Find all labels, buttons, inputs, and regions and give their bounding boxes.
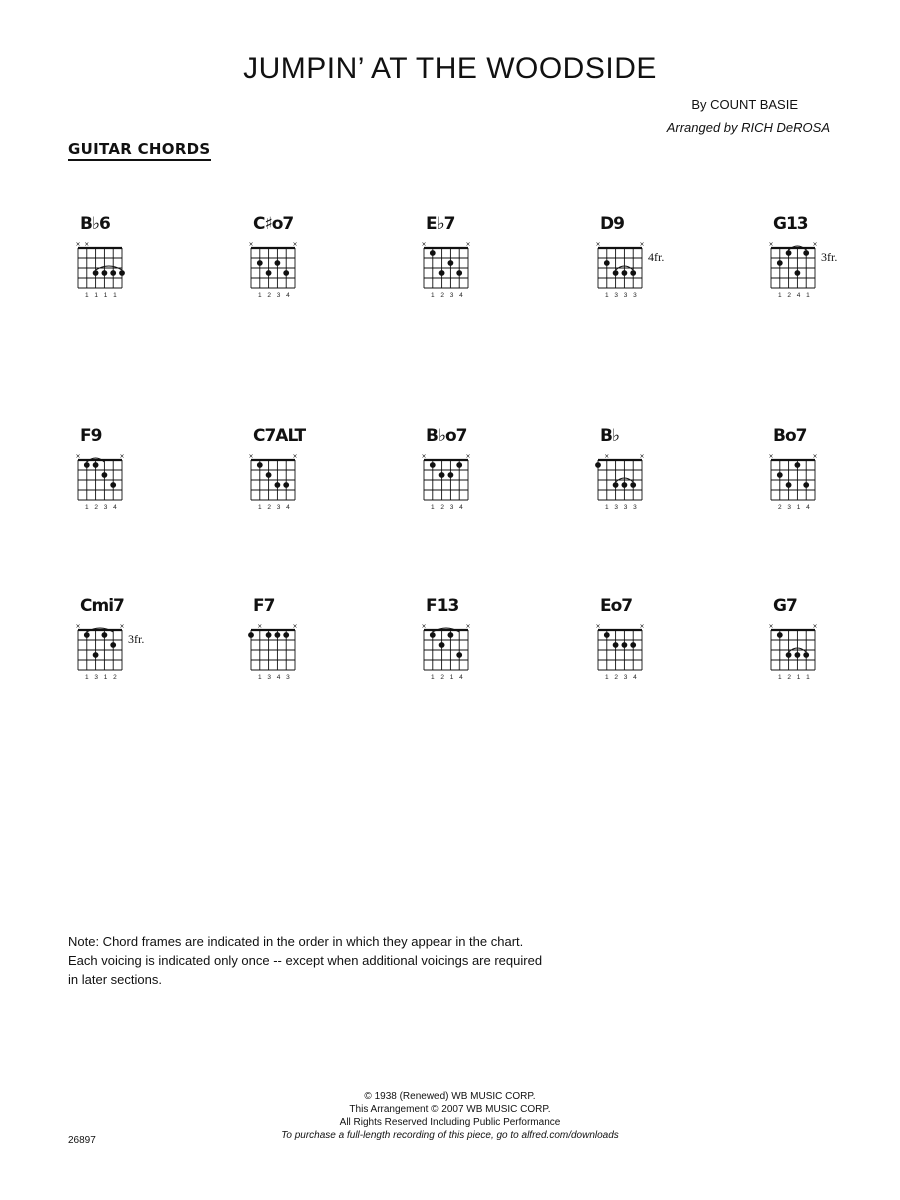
finger-dot — [777, 632, 783, 638]
finger-dot — [795, 462, 801, 468]
finger-dot — [613, 482, 619, 488]
finger-number: 1 — [431, 504, 435, 511]
finger-number: 1 — [778, 292, 782, 299]
finger-number: 2 — [94, 504, 98, 511]
finger-dot — [439, 472, 445, 478]
fingering-numbers — [258, 674, 290, 681]
finger-number: 1 — [113, 292, 117, 299]
finger-number: 2 — [440, 674, 444, 681]
finger-dot — [630, 642, 636, 648]
finger-dot — [275, 482, 281, 488]
finger-number: 1 — [806, 292, 810, 299]
finger-dot — [266, 632, 272, 638]
fret-position-label: 3fr. — [128, 632, 145, 646]
chord-diagram — [72, 214, 182, 318]
chord-name: D9 — [600, 214, 624, 234]
finger-number: 2 — [440, 504, 444, 511]
finger-dot — [448, 632, 454, 638]
finger-number: 4 — [633, 674, 637, 681]
finger-number: 4 — [459, 292, 463, 299]
chord-diagram — [592, 214, 702, 318]
finger-number: 3 — [449, 504, 454, 511]
muted-string-mark: × — [768, 241, 774, 248]
chord-name: C♯o7 — [253, 214, 294, 234]
finger-number: 4 — [459, 674, 463, 681]
finger-dot — [84, 462, 90, 468]
finger-dot — [257, 462, 263, 468]
chord-name: E♭7 — [426, 214, 455, 234]
finger-number: 3 — [633, 504, 637, 511]
chord-diagram — [418, 426, 528, 530]
finger-number: 1 — [605, 292, 609, 299]
chord-name: F13 — [426, 596, 459, 616]
finger-dot — [622, 642, 628, 648]
finger-dot — [93, 652, 99, 658]
muted-string-mark: × — [248, 453, 254, 460]
fret-position-label: 3fr. — [821, 250, 838, 264]
finger-number: 1 — [85, 674, 89, 681]
chord-name: B♭o7 — [426, 426, 467, 446]
finger-dot — [275, 260, 281, 266]
finger-number: 3 — [94, 674, 98, 681]
finger-dot — [786, 652, 792, 658]
chord-name: B♭6 — [80, 214, 110, 234]
muted-string-mark: × — [292, 241, 298, 248]
finger-dot — [630, 482, 636, 488]
muted-string-mark: × — [595, 241, 601, 248]
finger-dot — [456, 270, 462, 276]
finger-dot — [430, 632, 436, 638]
finger-number: 3 — [286, 674, 290, 681]
finger-number: 1 — [258, 674, 262, 681]
muted-string-mark: × — [292, 623, 298, 630]
finger-number: 1 — [605, 504, 609, 511]
finger-dot — [110, 270, 116, 276]
finger-dot — [439, 642, 445, 648]
finger-dot — [456, 462, 462, 468]
chord-diagram — [245, 426, 355, 530]
finger-number: 3 — [623, 292, 628, 299]
finger-dot — [102, 472, 108, 478]
chord-diagram — [592, 596, 702, 700]
finger-number: 1 — [778, 674, 782, 681]
fingering-numbers — [431, 674, 463, 681]
finger-number: 2 — [113, 674, 117, 681]
muted-string-mark: × — [119, 623, 125, 630]
chord-note — [68, 932, 668, 989]
finger-number: 4 — [286, 504, 290, 511]
finger-number: 3 — [614, 292, 618, 299]
chord-name: Cmi7 — [80, 596, 124, 616]
finger-dot — [448, 260, 454, 266]
finger-number: 1 — [94, 292, 98, 299]
fingering-numbers — [431, 292, 463, 299]
finger-number: 1 — [431, 674, 435, 681]
fingering-numbers — [85, 674, 117, 681]
page-title: JUMPIN’ AT THE WOODSIDE — [243, 52, 657, 85]
finger-dot — [110, 482, 116, 488]
muted-string-mark: × — [421, 623, 427, 630]
muted-string-mark: × — [812, 623, 818, 630]
finger-dot — [630, 270, 636, 276]
finger-dot — [439, 270, 445, 276]
finger-number: 1 — [605, 674, 609, 681]
finger-dot — [786, 250, 792, 256]
finger-dot — [613, 642, 619, 648]
chord-name: Bo7 — [773, 426, 807, 446]
finger-dot — [803, 250, 809, 256]
finger-number: 3 — [787, 504, 791, 511]
finger-dot — [110, 642, 116, 648]
finger-dot — [604, 260, 610, 266]
note-line: Note: Chord frames are indicated in the order in which they appear in the chart. — [68, 934, 524, 949]
chord-name: G13 — [773, 214, 808, 234]
finger-dot — [795, 652, 801, 658]
chord-diagram — [72, 426, 182, 530]
chord-name: F7 — [253, 596, 275, 616]
muted-string-mark: × — [421, 453, 427, 460]
finger-dot — [257, 260, 263, 266]
composer-credit: By COUNT BASIE — [691, 97, 798, 112]
fingering-numbers — [778, 292, 810, 299]
finger-dot — [283, 482, 289, 488]
finger-number: 1 — [806, 674, 810, 681]
muted-string-mark: × — [812, 241, 818, 248]
finger-number: 1 — [258, 292, 262, 299]
finger-number: 4 — [276, 674, 281, 681]
finger-dot — [430, 462, 436, 468]
chord-diagram — [592, 426, 702, 530]
muted-string-mark: × — [639, 241, 645, 248]
finger-number: 1 — [258, 504, 262, 511]
finger-dot — [102, 632, 108, 638]
finger-dot — [777, 472, 783, 478]
finger-number: 1 — [85, 292, 89, 299]
finger-dot — [456, 652, 462, 658]
finger-number: 1 — [85, 504, 89, 511]
fingering-numbers — [778, 504, 810, 511]
muted-string-mark: × — [768, 623, 774, 630]
finger-number: 3 — [633, 292, 637, 299]
purchase-line: To purchase a full-length recording of this piece, go to alfred.com/downloads — [281, 1130, 619, 1141]
finger-number: 1 — [449, 674, 454, 681]
chord-diagram — [245, 214, 355, 318]
finger-dot — [283, 270, 289, 276]
fingering-numbers — [778, 674, 810, 681]
finger-number: 1 — [431, 292, 435, 299]
finger-number: 4 — [459, 504, 463, 511]
finger-number: 3 — [276, 292, 281, 299]
finger-number: 3 — [267, 674, 271, 681]
finger-dot — [604, 632, 610, 638]
finger-dot — [266, 472, 272, 478]
finger-number: 2 — [267, 292, 271, 299]
finger-dot — [275, 632, 281, 638]
muted-string-mark: × — [639, 623, 645, 630]
finger-number: 2 — [778, 504, 782, 511]
muted-string-mark: × — [421, 241, 427, 248]
chord-diagram — [72, 596, 182, 700]
chord-diagram — [245, 596, 355, 700]
finger-number: 4 — [286, 292, 290, 299]
copyright-line: All Rights Reserved Including Public Performance — [339, 1117, 561, 1128]
finger-dot — [93, 270, 99, 276]
finger-number: 3 — [623, 504, 628, 511]
note-line: in later sections. — [68, 972, 162, 987]
muted-string-mark: × — [768, 453, 774, 460]
muted-string-mark: × — [595, 623, 601, 630]
finger-number: 2 — [787, 674, 791, 681]
finger-dot — [803, 482, 809, 488]
note-line: Each voicing is indicated only once -- except when additional voicings are required — [68, 953, 543, 968]
muted-string-mark: × — [248, 241, 254, 248]
finger-dot — [777, 260, 783, 266]
copyright-line: © 1938 (Renewed) WB MUSIC CORP. — [364, 1091, 536, 1102]
copyright-line: This Arrangement © 2007 WB MUSIC CORP. — [349, 1104, 551, 1115]
fret-position-label: 4fr. — [648, 250, 665, 264]
muted-string-mark: × — [639, 453, 645, 460]
muted-string-mark: × — [75, 623, 81, 630]
muted-string-mark: × — [465, 623, 471, 630]
muted-string-mark: × — [465, 241, 471, 248]
finger-number: 1 — [103, 292, 108, 299]
chord-name: C7ALT — [253, 426, 306, 446]
muted-string-mark: × — [119, 453, 125, 460]
muted-string-mark: × — [75, 453, 81, 460]
finger-dot — [622, 270, 628, 276]
fingering-numbers — [258, 292, 290, 299]
section-heading: GUITAR CHORDS — [68, 140, 211, 161]
finger-number: 2 — [787, 292, 791, 299]
finger-number: 4 — [806, 504, 810, 511]
finger-number: 3 — [103, 504, 108, 511]
chord-diagram — [418, 214, 528, 318]
finger-dot — [803, 652, 809, 658]
muted-string-mark: × — [292, 453, 298, 460]
finger-number: 3 — [449, 292, 454, 299]
finger-number: 3 — [276, 504, 281, 511]
fingering-numbers — [258, 504, 290, 511]
muted-string-mark: × — [604, 453, 610, 460]
catalog-number: 26897 — [68, 1135, 96, 1146]
fingering-numbers — [605, 674, 637, 681]
finger-dot — [613, 270, 619, 276]
fingering-numbers — [85, 292, 117, 299]
finger-dot — [84, 632, 90, 638]
muted-string-mark: × — [812, 453, 818, 460]
arranger-credit: Arranged by RICH DeROSA — [666, 120, 830, 135]
finger-number: 4 — [113, 504, 117, 511]
fingering-numbers — [431, 504, 463, 511]
copyright-block — [0, 1090, 900, 1142]
finger-dot — [93, 462, 99, 468]
muted-string-mark: × — [257, 623, 263, 630]
finger-dot — [622, 482, 628, 488]
chord-name: Eo7 — [600, 596, 633, 616]
finger-dot — [430, 250, 436, 256]
chord-diagram — [765, 214, 875, 318]
finger-number: 2 — [440, 292, 444, 299]
finger-dot — [102, 270, 108, 276]
muted-string-mark: × — [75, 241, 81, 248]
finger-dot — [595, 462, 601, 468]
finger-dot — [283, 632, 289, 638]
muted-string-mark: × — [84, 241, 90, 248]
finger-number: 2 — [614, 674, 618, 681]
fingering-numbers — [605, 504, 637, 511]
finger-number: 1 — [103, 674, 108, 681]
finger-dot — [119, 270, 125, 276]
chord-name: G7 — [773, 596, 797, 616]
chord-name: F9 — [80, 426, 102, 446]
fingering-numbers — [85, 504, 117, 511]
finger-dot — [795, 270, 801, 276]
finger-number: 1 — [796, 674, 801, 681]
finger-dot — [248, 632, 254, 638]
finger-number: 2 — [267, 504, 271, 511]
finger-number: 3 — [623, 674, 628, 681]
finger-number: 3 — [614, 504, 618, 511]
chord-diagram — [765, 596, 875, 700]
chord-diagram — [765, 426, 875, 530]
finger-number: 1 — [796, 504, 801, 511]
finger-dot — [786, 482, 792, 488]
fingering-numbers — [605, 292, 637, 299]
finger-dot — [448, 472, 454, 478]
muted-string-mark: × — [465, 453, 471, 460]
finger-dot — [266, 270, 272, 276]
finger-number: 4 — [796, 292, 801, 299]
chord-name: B♭ — [600, 426, 619, 446]
chord-diagram — [418, 596, 528, 700]
